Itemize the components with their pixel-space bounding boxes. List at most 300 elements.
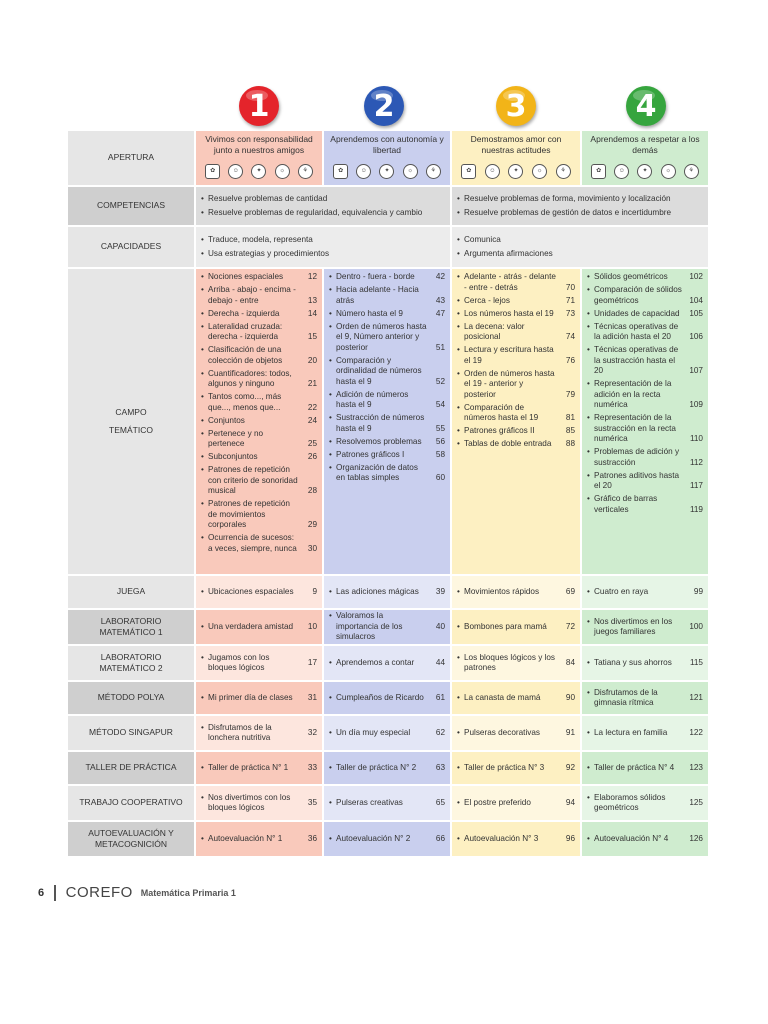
page-ref: 104 (689, 295, 703, 305)
campo-unit-1 (196, 269, 322, 574)
campo-unit-2 (324, 269, 450, 574)
topic-item (201, 272, 317, 283)
unit-2-badge: 2 (364, 86, 404, 126)
section-entry (201, 719, 317, 747)
topic-title: • Adelante - atrás - delante - entre - detrás (457, 272, 557, 293)
section-entry (329, 825, 445, 853)
topic-title: • Subconjuntos (201, 452, 299, 463)
section-entry (457, 755, 575, 781)
topic-title: • Organización de datos en tablas simples (329, 463, 427, 484)
row-label: JUEGA (68, 576, 194, 608)
page-ref: 60 (435, 473, 445, 482)
page-ref: 70 (565, 282, 575, 292)
section-cell-unit-3 (452, 610, 580, 644)
topic-title: • Técnicas operativas de la sustracción hasta el 20 (587, 345, 685, 377)
topic-item (329, 322, 445, 354)
topic-title: • Conjuntos (201, 416, 299, 427)
page-ref: 32 (307, 727, 317, 737)
topic-title: • Clasificación de una colección de objetos (201, 345, 299, 366)
page-ref: 17 (307, 657, 317, 667)
row-section (68, 646, 710, 680)
sticker-icon: ⚘ (684, 164, 699, 179)
topic-title: • Tantos como..., más que..., menos que... (201, 392, 299, 413)
topic-title: • Patrones gráficos II (457, 426, 557, 437)
page-ref: 29 (307, 520, 317, 529)
competencia-item: • Resuelve problemas de forma, movimiento y localización (457, 194, 703, 205)
topic-title: • Resolvemos problemas (329, 437, 427, 448)
page-ref: 9 (312, 586, 317, 596)
brand-logo: COREFO (65, 884, 133, 901)
apertura-unit-3 (452, 131, 580, 185)
sticker-icon: ⚘ (426, 164, 441, 179)
section-entry (587, 755, 703, 781)
page-ref: 85 (565, 426, 575, 435)
topic-item (587, 322, 703, 343)
topic-item (201, 369, 317, 390)
entry-title: • Taller de práctica N° 4 (587, 763, 685, 774)
sticker-icon: ✿ (205, 164, 220, 179)
page-ref: 61 (435, 692, 445, 702)
capacidades-left (196, 227, 450, 267)
entry-title: • Taller de práctica N° 2 (329, 763, 427, 774)
entry-title: • Pulseras decorativas (457, 728, 557, 739)
row-label: TRABAJO COOPERATIVO (68, 786, 194, 820)
row-label: CAPACIDADES (68, 227, 194, 267)
section-cell-unit-1 (196, 716, 322, 750)
topic-item (587, 413, 703, 445)
entry-title: • La lectura en familia (587, 728, 685, 739)
topic-item (201, 499, 317, 531)
section-cell-unit-4 (582, 576, 708, 608)
topic-title: • Técnicas operativas de la adición hasta el 20 (587, 322, 685, 343)
topic-title: • Nociones espaciales (201, 272, 299, 283)
entry-title: • Disfrutamos de la gimnasia rítmica (587, 688, 685, 709)
section-cell-unit-2 (324, 716, 450, 750)
sticker-icon: ☺ (228, 164, 243, 179)
section-cell-unit-1 (196, 610, 322, 644)
entry-title: • Autoevaluación N° 3 (457, 834, 557, 845)
topic-title: • Sustracción de números hasta el 9 (329, 413, 427, 434)
section-cell-unit-1 (196, 752, 322, 784)
entry-title: • Valoramos la importancia de los simulacros (329, 611, 427, 643)
topic-title: • Patrones gráficos I (329, 450, 427, 461)
page-ref: 24 (307, 415, 317, 425)
topic-title: • Los números hasta el 19 (457, 309, 557, 320)
page-ref: 74 (565, 332, 575, 341)
topic-item (201, 345, 317, 366)
topic-title: • Representación de la adición en la recta numérica (587, 379, 685, 411)
topic-item (201, 392, 317, 413)
entry-title: • Una verdadera amistad (201, 622, 299, 633)
row-label: TALLER DE PRÁCTICA (68, 752, 194, 784)
page-ref: 44 (435, 657, 445, 667)
topic-item (457, 322, 575, 343)
page-ref: 94 (565, 797, 575, 807)
topic-title: • Gráfico de barras verticales (587, 494, 685, 515)
section-cell-unit-4 (582, 646, 708, 680)
page-ref: 90 (565, 692, 575, 702)
apertura-unit-4 (582, 131, 708, 185)
sticker-icon: ⚘ (298, 164, 313, 179)
topic-item (329, 390, 445, 411)
section-entry (201, 613, 317, 641)
topic-title: • La decena: valor posicional (457, 322, 557, 343)
page-ref: 66 (435, 833, 445, 843)
entry-title: • Tatiana y sus ahorros (587, 658, 685, 669)
section-cell-unit-2 (324, 786, 450, 820)
page-ref: 69 (565, 586, 575, 596)
apertura-unit-1 (196, 131, 322, 185)
topic-title: • Cerca - lejos (457, 296, 557, 307)
row-label: COMPETENCIAS (68, 187, 194, 225)
page-ref: 30 (307, 543, 317, 553)
topic-title: • Número hasta el 9 (329, 309, 427, 320)
section-entry (329, 789, 445, 817)
page-ref: 100 (689, 621, 703, 631)
section-entry (587, 685, 703, 711)
section-entry (329, 755, 445, 781)
book-title: Matemática Primaria 1 (140, 887, 236, 898)
topic-title: • Cuantificadores: todos, algunos y ninguno (201, 369, 299, 390)
unit-numbers (196, 86, 708, 130)
entry-title: • Los bloques lógicos y los patrones (457, 653, 557, 674)
section-cell-unit-1 (196, 786, 322, 820)
row-section (68, 610, 710, 644)
sticker-icons (587, 164, 703, 179)
topic-title: • Sólidos geométricos (587, 272, 685, 283)
topic-title: • Problemas de adición y sustracción (587, 447, 685, 468)
topic-title: • Arriba - abajo - encima - debajo - entre (201, 285, 299, 306)
footer-divider (54, 885, 56, 901)
page-ref: 42 (435, 272, 445, 281)
page-ref: 62 (435, 727, 445, 737)
page-ref: 91 (565, 727, 575, 737)
topic-item (457, 296, 575, 307)
competencia-item: • Resuelve problemas de cantidad (201, 194, 445, 205)
entry-title: • Nos divertimos en los juegos familiares (587, 617, 685, 638)
page-ref: 40 (435, 621, 445, 631)
topic-item (587, 272, 703, 283)
page-ref: 22 (307, 402, 317, 412)
contents-table (68, 131, 710, 856)
section-cell-unit-4 (582, 610, 708, 644)
topic-item (457, 439, 575, 450)
row-section (68, 716, 710, 750)
entry-title: • Ubicaciones espaciales (201, 587, 299, 598)
unit-title: Aprendemos con autonomía y libertad (330, 134, 444, 155)
topic-item (457, 403, 575, 424)
section-cell-unit-3 (452, 646, 580, 680)
topic-item (201, 416, 317, 427)
page-ref: 43 (435, 295, 445, 305)
entry-title: • Taller de práctica N° 1 (201, 763, 299, 774)
section-cell-unit-4 (582, 752, 708, 784)
topic-item (587, 309, 703, 320)
section-cell-unit-4 (582, 786, 708, 820)
entry-title: • Elaboramos sólidos geométricos (587, 793, 685, 814)
section-cell-unit-2 (324, 610, 450, 644)
page-ref: 88 (565, 439, 575, 448)
topic-title: • Orden de números hasta el 9, Número anterior y posterior (329, 322, 427, 354)
page-ref: 14 (307, 308, 317, 318)
page-ref: 96 (565, 833, 575, 843)
capacidad-item: • Traduce, modela, representa (201, 235, 445, 246)
entry-title: • Bombones para mamá (457, 622, 557, 633)
page-ref: 115 (689, 657, 703, 667)
page-ref: 72 (565, 621, 575, 631)
entry-title: • Un día muy especial (329, 728, 427, 739)
page-ref: 31 (307, 692, 317, 702)
row-label-line: TEMÁTICO (109, 424, 153, 435)
topic-title: • Ocurrencia de sucesos: a veces, siempre, nunca (201, 533, 299, 554)
entry-title: • Jugamos con los bloques lógicos (201, 653, 299, 674)
entry-title: • Autoevaluación N° 1 (201, 834, 299, 845)
page-ref: 51 (435, 342, 445, 352)
topic-title: • Hacia adelante - Hacia atrás (329, 285, 427, 306)
section-cell-unit-4 (582, 822, 708, 856)
row-label: LABORATORIO MATEMÁTICO 2 (68, 646, 194, 680)
sticker-icon: ✦ (508, 164, 523, 179)
unit-4-badge: 4 (626, 86, 666, 126)
sticker-icon: ☺ (614, 164, 629, 179)
sticker-icon: ☼ (532, 164, 547, 179)
topic-item (201, 285, 317, 306)
section-entry (329, 613, 445, 641)
page-footer (38, 884, 236, 901)
row-section (68, 822, 710, 856)
entry-title: • Cumpleaños de Ricardo (329, 693, 427, 704)
section-entry (201, 579, 317, 605)
section-entry (587, 789, 703, 817)
topic-title: • Tablas de doble entrada (457, 439, 557, 450)
section-entry (587, 825, 703, 853)
page-ref: 106 (689, 332, 703, 341)
topic-title: • Comparación de sólidos geométricos (587, 285, 685, 306)
campo-unit-3 (452, 269, 580, 574)
section-entry (201, 789, 317, 817)
section-cell-unit-2 (324, 822, 450, 856)
row-label-line: CAMPO (115, 407, 147, 418)
topic-title: • Patrones de repetición de movimientos corporales (201, 499, 299, 531)
sticker-icon: ☺ (356, 164, 371, 179)
unit-title: Aprendemos a respetar a los demás (590, 134, 700, 155)
page-ref: 126 (689, 833, 703, 843)
row-section (68, 682, 710, 714)
topic-item (457, 309, 575, 320)
entry-title: • Taller de práctica N° 3 (457, 763, 557, 774)
section-cell-unit-2 (324, 646, 450, 680)
topic-item (587, 471, 703, 492)
campo-unit-4 (582, 269, 708, 574)
section-entry (457, 789, 575, 817)
section-cell-unit-3 (452, 576, 580, 608)
section-cell-unit-1 (196, 682, 322, 714)
topic-item (329, 437, 445, 448)
topic-title: • Lectura y escritura hasta el 19 (457, 345, 557, 366)
page-ref: 122 (689, 727, 703, 737)
topic-item (457, 345, 575, 366)
section-entry (329, 719, 445, 747)
topic-item (457, 426, 575, 437)
section-entry (457, 613, 575, 641)
sticker-icon: ☼ (661, 164, 676, 179)
topic-item (457, 369, 575, 401)
competencia-item: • Resuelve problemas de gestión de datos e incertidumbre (457, 208, 703, 219)
sticker-icon: ☼ (275, 164, 290, 179)
section-cell-unit-2 (324, 682, 450, 714)
section-entry (329, 685, 445, 711)
row-label: MÉTODO POLYA (68, 682, 194, 714)
page-ref: 99 (693, 586, 703, 596)
topic-item (201, 452, 317, 463)
topic-item (201, 309, 317, 320)
page-ref: 10 (307, 621, 317, 631)
page-ref: 39 (435, 586, 445, 596)
page-ref: 107 (689, 366, 703, 375)
section-cell-unit-4 (582, 682, 708, 714)
competencias-right (452, 187, 708, 225)
page-ref: 105 (689, 308, 703, 318)
row-competencias (68, 187, 710, 225)
topic-item (329, 450, 445, 461)
topic-item (457, 272, 575, 293)
section-cell-unit-1 (196, 822, 322, 856)
section-entry (201, 649, 317, 677)
topic-item (201, 322, 317, 343)
topic-title: • Patrones de repetición con criterio de sonoridad musical (201, 465, 299, 497)
page-number: 6 (38, 886, 45, 899)
topic-item (201, 429, 317, 450)
sticker-icon: ✿ (333, 164, 348, 179)
sticker-icon: ✿ (461, 164, 476, 179)
page-ref: 119 (689, 504, 703, 514)
entry-title: • Autoevaluación N° 4 (587, 834, 685, 845)
page-ref: 121 (689, 692, 703, 702)
row-label: MÉTODO SINGAPUR (68, 716, 194, 750)
topic-item (587, 447, 703, 468)
page-ref: 58 (435, 449, 445, 459)
page-ref: 21 (307, 379, 317, 388)
capacidad-item: • Argumenta afirmaciones (457, 249, 703, 260)
page-ref: 81 (565, 413, 575, 422)
section-cell-unit-3 (452, 786, 580, 820)
page-ref: 65 (435, 797, 445, 807)
page-ref: 15 (307, 332, 317, 341)
sticker-icon: ⚘ (556, 164, 571, 179)
topic-title: • Unidades de capacidad (587, 309, 685, 320)
page-ref: 79 (565, 389, 575, 399)
section-cell-unit-1 (196, 646, 322, 680)
entry-title: • Cuatro en raya (587, 587, 685, 598)
topic-item (329, 272, 445, 283)
page-ref: 20 (307, 355, 317, 365)
topic-item (587, 379, 703, 411)
entry-title: • Autoevaluación N° 2 (329, 834, 427, 845)
section-entry (329, 579, 445, 605)
row-section (68, 576, 710, 608)
row-label (68, 269, 194, 574)
page-ref: 102 (689, 272, 703, 281)
row-label: LABORATORIO MATEMÁTICO 1 (68, 610, 194, 644)
section-entry (457, 579, 575, 605)
entry-title: • Nos divertimos con los bloques lógicos (201, 793, 299, 814)
sticker-icon: ✦ (251, 164, 266, 179)
section-entry (457, 719, 575, 747)
section-entry (587, 579, 703, 605)
topic-title: • Orden de números hasta el 19 - anterior y posterior (457, 369, 557, 401)
page-ref: 125 (689, 797, 703, 807)
section-entry (329, 649, 445, 677)
topic-title: • Lateralidad cruzada: derecha - izquierda (201, 322, 299, 343)
topic-item (329, 356, 445, 388)
page-ref: 73 (565, 308, 575, 318)
topic-item (329, 463, 445, 484)
page-ref: 56 (435, 436, 445, 446)
row-label: AUTOEVALUACIÓN Y METACOGNICIÓN (68, 822, 194, 856)
entry-title: • La canasta de mamá (457, 693, 557, 704)
section-entry (457, 649, 575, 677)
entry-title: • El postre preferido (457, 798, 557, 809)
section-cell-unit-3 (452, 716, 580, 750)
section-cell-unit-3 (452, 682, 580, 714)
topic-item (329, 309, 445, 320)
section-entry (587, 719, 703, 747)
capacidad-item: • Comunica (457, 235, 703, 246)
topic-item (587, 345, 703, 377)
page-ref: 25 (307, 439, 317, 448)
sticker-icons (329, 164, 445, 179)
sticker-icons (201, 164, 317, 179)
page-ref: 35 (307, 797, 317, 807)
sticker-icons (457, 164, 575, 179)
section-cell-unit-1 (196, 576, 322, 608)
page-ref: 92 (565, 762, 575, 772)
apertura-unit-2 (324, 131, 450, 185)
topic-title: • Adición de números hasta el 9 (329, 390, 427, 411)
sticker-icon: ☼ (403, 164, 418, 179)
entry-title: • Pulseras creativas (329, 798, 427, 809)
row-label: APERTURA (68, 131, 194, 185)
page-ref: 71 (565, 295, 575, 305)
topic-title: • Derecha - izquierda (201, 309, 299, 320)
section-entry (201, 825, 317, 853)
page-ref: 26 (307, 452, 317, 461)
capacidades-right (452, 227, 708, 267)
sticker-icon: ✦ (379, 164, 394, 179)
competencias-left (196, 187, 450, 225)
page-ref: 36 (307, 833, 317, 843)
page-ref: 55 (435, 423, 445, 433)
topic-item (329, 413, 445, 434)
section-cell-unit-3 (452, 822, 580, 856)
page-ref: 54 (435, 400, 445, 409)
competencia-item: • Resuelve problemas de regularidad, equivalencia y cambio (201, 208, 445, 219)
section-entry (587, 649, 703, 677)
entry-title: • Disfrutamos de la lonchera nutritiva (201, 723, 299, 744)
sticker-icon: ✿ (591, 164, 606, 179)
page-ref: 112 (689, 457, 703, 467)
section-entry (457, 685, 575, 711)
unit-title: Demostramos amor con nuestras actitudes (470, 134, 562, 155)
row-section (68, 752, 710, 784)
topic-title: • Patrones aditivos hasta el 20 (587, 471, 685, 492)
section-cell-unit-3 (452, 752, 580, 784)
topic-item (201, 533, 317, 554)
unit-1-badge: 1 (239, 86, 279, 126)
capacidad-item: • Usa estrategias y procedimientos (201, 249, 445, 260)
page-ref: 28 (307, 486, 317, 495)
page-ref: 63 (435, 762, 445, 772)
